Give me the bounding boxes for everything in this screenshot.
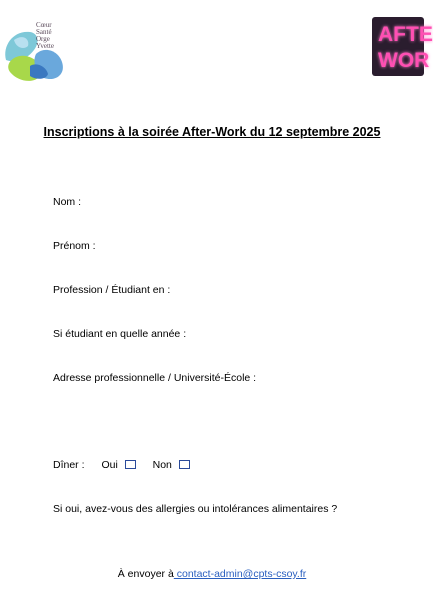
field-profession: Profession / Étudiant en : xyxy=(53,284,171,296)
field-annee: Si étudiant en quelle année : xyxy=(53,328,187,340)
afterwork-logo-line1: AFTE xyxy=(378,23,433,46)
field-nom: Nom : xyxy=(53,196,82,208)
afterwork-logo xyxy=(372,17,433,76)
logo-word: Yvette xyxy=(36,42,54,50)
diner-oui-checkbox[interactable] xyxy=(125,460,136,469)
logo-word: Orge xyxy=(36,35,50,43)
footer-prefix: À envoyer à xyxy=(117,568,174,580)
footer xyxy=(0,568,424,580)
logo-word: Cœur xyxy=(36,21,52,29)
cpts-logo-text xyxy=(36,22,76,50)
diner-label: Dîner : xyxy=(53,459,85,471)
diner-row xyxy=(53,459,190,471)
field-adresse: Adresse professionnelle / Université-École : xyxy=(53,372,257,384)
afterwork-logo-line2: WOR xyxy=(378,49,430,72)
diner-non-checkbox[interactable] xyxy=(179,460,190,469)
diner-oui-label: Oui xyxy=(101,459,118,471)
page-title: Inscriptions à la soirée After-Work du 12 septembre 2025 xyxy=(43,125,381,139)
diner-non-label: Non xyxy=(152,459,172,471)
field-allergies: Si oui, avez-vous des allergies ou intolérances alimentaires ? xyxy=(53,503,338,515)
email-link[interactable]: contact-admin@cpts-csoy.fr xyxy=(173,568,307,580)
field-prenom: Prénom : xyxy=(53,240,96,252)
logo-word: Santé xyxy=(36,28,52,36)
